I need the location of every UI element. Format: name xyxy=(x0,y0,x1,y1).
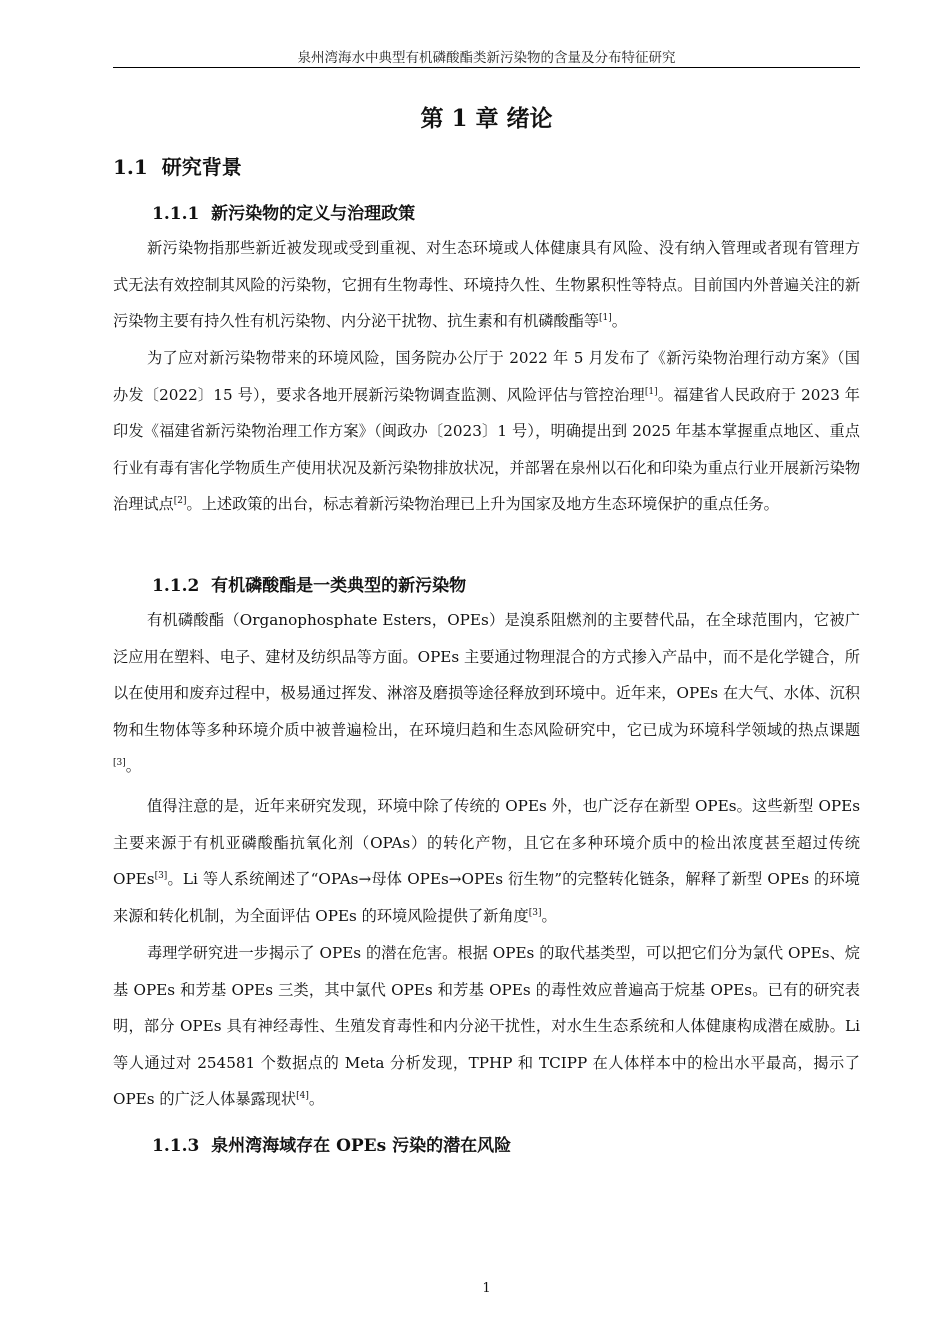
subsection-heading-1 xyxy=(152,199,415,224)
section-number: 1.1 xyxy=(113,155,148,179)
paragraph-tail: 。上述政策的出台，标志着新污染物治理已上升为国家及地方生态环境保护的重点任务。 xyxy=(186,495,779,513)
citation: [1] xyxy=(644,386,658,397)
citation: [1] xyxy=(599,313,612,323)
paragraph-2 xyxy=(113,340,860,523)
subsection-number: 1.1.3 xyxy=(152,1136,200,1156)
paragraph-text: 毒理学研究进一步揭示了 OPEs 的潜在危害。根据 OPEs 的取代基类型，可以把它们分为氯代 OPEs、烷基 OPEs 和芳基 OPEs 三类，其中氯代 OPEs 和芳基 OPEs 的毒性效应普遍高于烷基 OPEs。已有的研究表明，部分 OPEs 具有神经毒性、生殖发育毒性和内分泌干扰性，对水生生态系统和人体健康构成潜在威胁。Li 等人通过对 254581 个数据点的 Meta 分析发现，TPHP 和 TCIPP 在人体样本中的检出水平最高，揭示了 OPEs 的广泛人体暴露现状 xyxy=(113,944,860,1108)
citation: [3] xyxy=(528,907,542,918)
paragraph-tail: 。福建省人民政府于 2023 年印发《福建省新污染物治理工作方案》（闽政办〔2023〕1 号），明确提出到 2025 年基本掌握重点地区、重点行业有毒有害化学物质生产使用状况及新污染物排放状况，并部署在泉州以石化和印染为重点行业开展新污染物治理试点 xyxy=(113,385,860,513)
subsection-title: 泉州湾海域存在 OPEs 污染的潜在风险 xyxy=(211,1136,512,1156)
citation: [3] xyxy=(113,758,126,768)
subsection-title: 有机磷酸酯是一类典型的新污染物 xyxy=(211,576,467,596)
paragraph-text: 为了应对新污染物带来的环境风险，国务院办公厅于 2022 年 5 月发布了《新污染物治理行动方案》（国办发〔2022〕15 号），要求各地开展新污染物调查监测、风险评估与管控治理 xyxy=(113,349,860,404)
paragraph-tail: 。Li 等人系统阐述了“OPAs→母体 OPEs→OPEs 衍生物”的完整转化链条，解释了新型 OPEs 的环境来源和转化机制，为全面评估 OPEs 的环境风险提供了新角度 xyxy=(113,870,860,925)
subsection-title: 新污染物的定义与治理政策 xyxy=(211,204,416,224)
paragraph-tail: 。 xyxy=(308,1090,325,1108)
citation: [2] xyxy=(173,496,187,506)
paragraph-tail: 。 xyxy=(541,906,557,925)
section-heading xyxy=(113,151,242,180)
subsection-number: 1.1.1 xyxy=(152,204,200,224)
paragraph-5 xyxy=(113,935,860,1118)
paragraph-4 xyxy=(113,788,860,934)
header-rule xyxy=(113,67,860,68)
paragraph-tail: 。 xyxy=(125,757,141,775)
page-number: 1 xyxy=(482,1281,491,1296)
subsection-heading-2 xyxy=(152,571,466,596)
paragraph-text: 值得注意的是，近年来研究发现，环境中除了传统的 OPEs 外，也广泛存在新型 OPEs。这些新型 OPEs 主要来源于有机亚磷酸酯抗氧化剂（OPAs）的转化产物，且它在多种环境介质中的检出浓度甚至超过传统 OPEs xyxy=(113,797,860,888)
section-title: 研究背景 xyxy=(161,155,242,179)
paragraph-text: 新污染物指那些新近被发现或受到重视、对生态环境或人体健康具有风险、没有纳入管理或者现有管理方式无法有效控制其风险的污染物，它拥有生物毒性、环境持久性、生物累积性等特点。目前国内外普遍关注的新污染物主要有持久性有机污染物、内分泌干扰物、抗生素和有机磷酸酯等 xyxy=(113,239,860,330)
subsection-heading-3 xyxy=(152,1131,511,1156)
paragraph-1 xyxy=(113,230,860,340)
subsection-number: 1.1.2 xyxy=(152,576,200,596)
citation: [3] xyxy=(154,871,168,881)
chapter-title: 第 1 章 绪论 xyxy=(420,105,553,132)
paragraph-3 xyxy=(113,602,860,785)
citation: [4] xyxy=(296,1091,309,1101)
running-header: 泉州湾海水中典型有机磷酸酯类新污染物的含量及分布特征研究 xyxy=(297,50,676,66)
paragraph-text: 有机磷酸酯（Organophosphate Esters，OPEs）是溴系阻燃剂的主要替代品，在全球范围内，它被广泛应用在塑料、电子、建材及纺织品等方面。OPEs 主要通过物理混合的方式掺入产品中，而不是化学键合，所以在使用和废弃过程中，极易通过挥发、淋溶及磨损等途径释放到环境中。近年来，OPEs 在大气、水体、沉积物和生物体等多种环境介质中被普遍检出，在环境归趋和生态风险研究中，它已成为环境科学领域的热点课题 xyxy=(113,611,860,739)
paragraph-tail: 。 xyxy=(611,312,627,330)
